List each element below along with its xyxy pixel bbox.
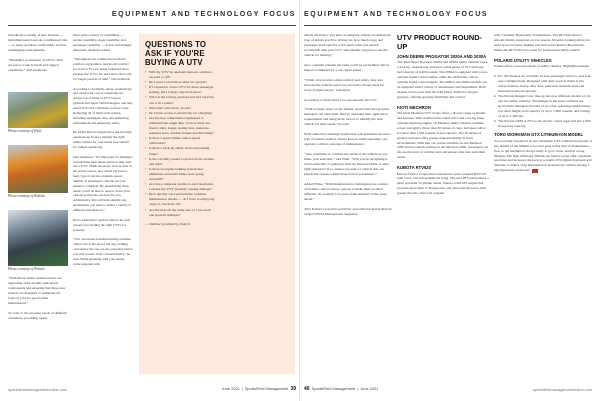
list-item: • Are there computer alarms to alert mechanics I ensure my UTV possibly causing damage? — [145, 182, 215, 192]
paragraph: Toro recently introduced its new Workman GTX Lithium-Ion model. A key benefit of the lithium-ion power pack is that they're maintenance-free, so the machine is always ready to go to work, and has a long lifespan. The high-efficiency lithium-ion battery packs offer consistent run times and increases the pack as a results 25% lighter than lead-acid batteries. It makes a big impression on productivity without leaving a big impression on the turf. — [494, 138, 592, 173]
footer-issue: 40 SportsField Management | June 2021 — [304, 386, 379, 392]
paragraph: Also, consider whether the tasks you'll be performing will be helped or hindered by a cab, Ryan added. — [304, 62, 390, 72]
list-item: • Will my UTV be operated indoors, outdoors, on-road or off? — [145, 70, 215, 80]
paragraph: with a Variable Hydrostatic Transmission. The RTV520 offers a smooth driving experience at low speeds. Dynamic braking allows for more space between, making sure that recent Kubota innovations, makes the RTV520's best value for professional utility vehicle. — [494, 33, 591, 52]
right-column-3 — [494, 33, 592, 178]
paragraph: details about how you plan on using the vehicle, including the type of terrain you'll be driving on, how much cargo and passenger load capacity you'll need, what you need to accomplish with your UTV and whether you plan to use the vehicle for hunting.” — [304, 33, 391, 57]
right-page — [300, 0, 600, 401]
list-item: • Are the key components engineered to withstand the tough duty cycle of daily use (heavy-duty, longer-lasting tires, puncture-resistant seats, durable frames and driveline)? — [145, 116, 215, 136]
list-item: • Is the cab fully sealed to protect from weather and dust? — [145, 157, 215, 167]
end-mark-icon — [532, 169, 538, 173]
paragraph: The John Deere ProGator 2020A and 2030A utility vehicles boast a 22.4-hp, respectively, and have a max speed of 19.1 mph and bed capacity of 2,400 pounds. The 2030A is equipped with a four-cylinder liquid-cooled engine, while the 2020A has a three-cylinder liquid-cooled engine. The 2020A and 2030A models can be equipped with a variety of attachments and implements. Both models can be used with the John Deere TurfGator sprayer sprayers, offering spraying flexibility and control. — [397, 60, 489, 99]
paragraph: “With so many types on the market, sports field and grounds managers can tailor their fleet by assessing their application requirements and using those factors to identify the best vehicle for their needs,” he said. — [304, 107, 389, 127]
list-item: • What fuel will I have on site? — [145, 106, 215, 111]
list-item: ■ The Polaris GEM at EVs is all-electric, street legal and has 1,000 lb payload capacity. — [494, 119, 592, 129]
paragraph: Kioto added that a perfect ideal is the next resource for finding the right UTVs for grounds: — [73, 217, 131, 232]
section-heading: KIOTI MECHRON — [397, 104, 431, 110]
section-heading: JOHN DEERE PROGATOR 2020A AND 2030A — [397, 54, 487, 59]
page-number: 39 — [290, 386, 296, 392]
footer-issue: June 2021 | SportsField Management 39 — [221, 386, 296, 392]
kioti-utv-photo — [8, 92, 68, 128]
photo-credit-polaris: Photo courtesy of Polaris — [8, 267, 45, 271]
list-item: ■ The Polaris Ranger Crew line-up has new different models of all-electric utility vehicles. The Ranger is the most common the sports field managers because of its wide operating temperatures, low deck height, bed capacity of up to 1,000 pounds, and towing of up to 1,500 lbs. — [494, 94, 592, 119]
photo-credit-kioti: Photo courtesy of Kioti — [8, 129, 42, 133]
section-heading: TORO WORKMAN GTX LITHIUM-ION MODEL — [494, 132, 584, 138]
page-number: 40 — [304, 386, 310, 392]
paragraph: Said Anderson, “It's important for managers to determine their needs and how they will use a UTV. Think about key factors such as the power source, how much payload or haul, type of terrain, requisite speed, number of passengers, and the job you intend to complete. By determining these needs, you'll be able to narrow down your options to find the one best for you. Additionally, this will help identify any attachments you need to tackle a variety of different jobs head on.” — [73, 154, 133, 212]
footer-site: sportsfieldmanagementonline.com — [532, 386, 592, 392]
list-item: • Is there a back-up alarm, horn and parking brake? — [145, 146, 215, 156]
paragraph: According to Wald, there's no one-size-fits-all UTV. — [304, 97, 377, 102]
section-heading: POLARIS UTILITY VEHICLES — [494, 57, 552, 63]
right-column-2 — [397, 33, 489, 201]
right-header: EQUIPMENT AND TECHNOLOGY FOCUS — [304, 0, 592, 26]
left-footer — [8, 383, 296, 395]
list-item: • If I expand to a new UTV for more passenger seating, am I losing cargo bed space? — [145, 85, 215, 95]
kubota-utv-photo — [8, 145, 68, 193]
sidebar-byline: — Slidebar provided by Polaris — [145, 221, 190, 226]
paragraph: “Durability is essential, as UTVs often are put to work in harsh and rugged conditions,” said Anderson. — [8, 58, 63, 73]
sidebar-question-list — [145, 70, 215, 218]
list-item: • How quickly can I perform the common maintenance checks — do I have to empty my cargo to check the oil? — [145, 192, 215, 207]
paragraph: To cater to the growing needs of different customers, providing equip- — [8, 311, 67, 321]
list-item: • Is there an engine braking system that eliminates excessive brake wear going downhill? — [145, 167, 215, 182]
list-item: • Do I need to haul more than two people? — [145, 80, 215, 85]
paragraph: According to Seddarth, safety, productivity, and rental total cost of ownership are always top of mind of UTV buyers, grounds and sports field managers, and they need UTVs that contribute to those ways. Reflecting all of them with options, including intelligent cabs, and enhancing infotainment and enhancing safety. — [73, 86, 133, 125]
paragraph: Wald added that although application will determine the exact type of vehicle needed, always keep in mind operating cost, operator comfort, and ease of maintenance. — [304, 132, 391, 147]
paragraph: ment with a variety of capabilities — terrain capability, range capability, and passenger capability — is also increasingly important, Anderson added. — [73, 33, 132, 52]
left-header: EQUIPMENT AND TECHNOLOGY FOCUS — [8, 0, 296, 26]
author-bio: John Kmetz is associate publisher and editorial brand director of SportsField Management magazine. — [304, 206, 392, 216]
roundup-title: UTV PRODUCT ROUND-UP — [397, 33, 482, 51]
paragraph: Kubota Tractor Corporation launched its power-packed RTV520 with a new cab and updated the tying. The new RTV520 features a more powerful 3-cylinder diesel, liquid-cooled EFI engine that provides more than 17 horsepower, and gives instant power with greater throttle control all coupled — [397, 171, 489, 196]
paragraph: Polaris offers a broad portfolio of utility vehicles. Highlights include: — [494, 64, 590, 69]
section-heading: KUBOTA RTV520 — [397, 165, 431, 171]
list-item: • What is the towing, payload and bed capacity, can it fit a pallet? — [145, 95, 215, 105]
paragraph: Added Hicks, “With manufacturers challenging one another on features and accessory options to make their products different, it's exciting to be part of this industry in the years ahead.” — [304, 181, 388, 201]
left-column-2 — [73, 33, 133, 271]
footer-site: sportsfieldmanagementonline.com — [8, 386, 68, 392]
paragraph: “With this in mind, manufacturers are upgrading older models with newer components and ensuring that these new models are designed to withstand all types of jobs for sports field maintenance.” — [8, 276, 66, 306]
right-column-1 — [304, 33, 392, 222]
paragraph: He added that it's important to ask the right questions up front to identify the right utility vehicle for your needs (see sidebar for sample questions). — [73, 130, 132, 149]
paragraph: “Throughout our commercial portfolio, comfort, ergonomics, and in-cab comfort for work UTVs are being requested more because the UTVs are used more often and for longer periods of time,” said Seddarth. — [73, 57, 132, 81]
list-item: • Is there a speed limiter and/or speed calibration? — [145, 136, 215, 146]
paragraph: The Kioti Mechron UTV Series offers a diverse range of models and features. With standard four-wheel drive and a 22-hp, three-cylinder Daedong engine, all Mechron utility vehicles combine power and agility. More than 50 inches of cargo bed space allow for more than 1,000 pounds of bed capacity. The 50 inches of ground clearance offer greater maneuverability in most environments. With that cab option available for the Mechron 2200 and two-bench seating on the Mechron 2200, passengers can choose the level of comfort and convenience that best suits their needs. — [397, 111, 489, 160]
photo-credit-kubota: Photo courtesy of Kubota — [8, 194, 45, 198]
paragraph: “While cabs provide added comfort and safety, they also increase the vehicle's price tag and aren't always ideal for every in tight spaces,” said Ryan. — [304, 77, 385, 92]
paragraph: “You can research manufacturing websites online; but at the end of the day, nothing can replace the one-on-one, personal advice you will receive from a trusted dealer,” he said. While speaking with your dealer, come prepared with — [73, 237, 133, 266]
paragraph: “Also remember to consider the width of the vehicle as you make your selection,” said Wald. “Will you be navigating it down sidewalks or pathways that run between fields or other tight obstacles? If so, ensure you select a vehicle that can physically operate within those narrow parameters.” — [304, 152, 390, 176]
polaris-list — [494, 74, 592, 130]
list-item: • Do I have access to electricity, for charging? — [145, 111, 215, 116]
polaris-utv-photo — [8, 210, 68, 266]
right-footer — [304, 383, 592, 395]
left-column-1-bottom — [8, 276, 68, 326]
list-item: • Are the tires all the same size so I can stock one spare in multiple? — [145, 208, 215, 218]
sidebar-title: QUESTIONS TO ASK IF YOU'RE BUYING A UTV — [145, 40, 207, 67]
paragraph: introduced a raising of new features — including heated seat air-conditioned cabs — to keep operators comfortable even in challenging environments. — [8, 33, 68, 53]
buying-questions-sidebar — [139, 34, 295, 374]
left-column-1-top — [8, 33, 68, 78]
list-item: ■ Pro XD models are available in four-passenger and two- and four-seat configurations. Designed with duty work in mind, it has safety features, heavy-duty tires, puncture-resistant seats and increased payload capacity. — [494, 74, 592, 94]
